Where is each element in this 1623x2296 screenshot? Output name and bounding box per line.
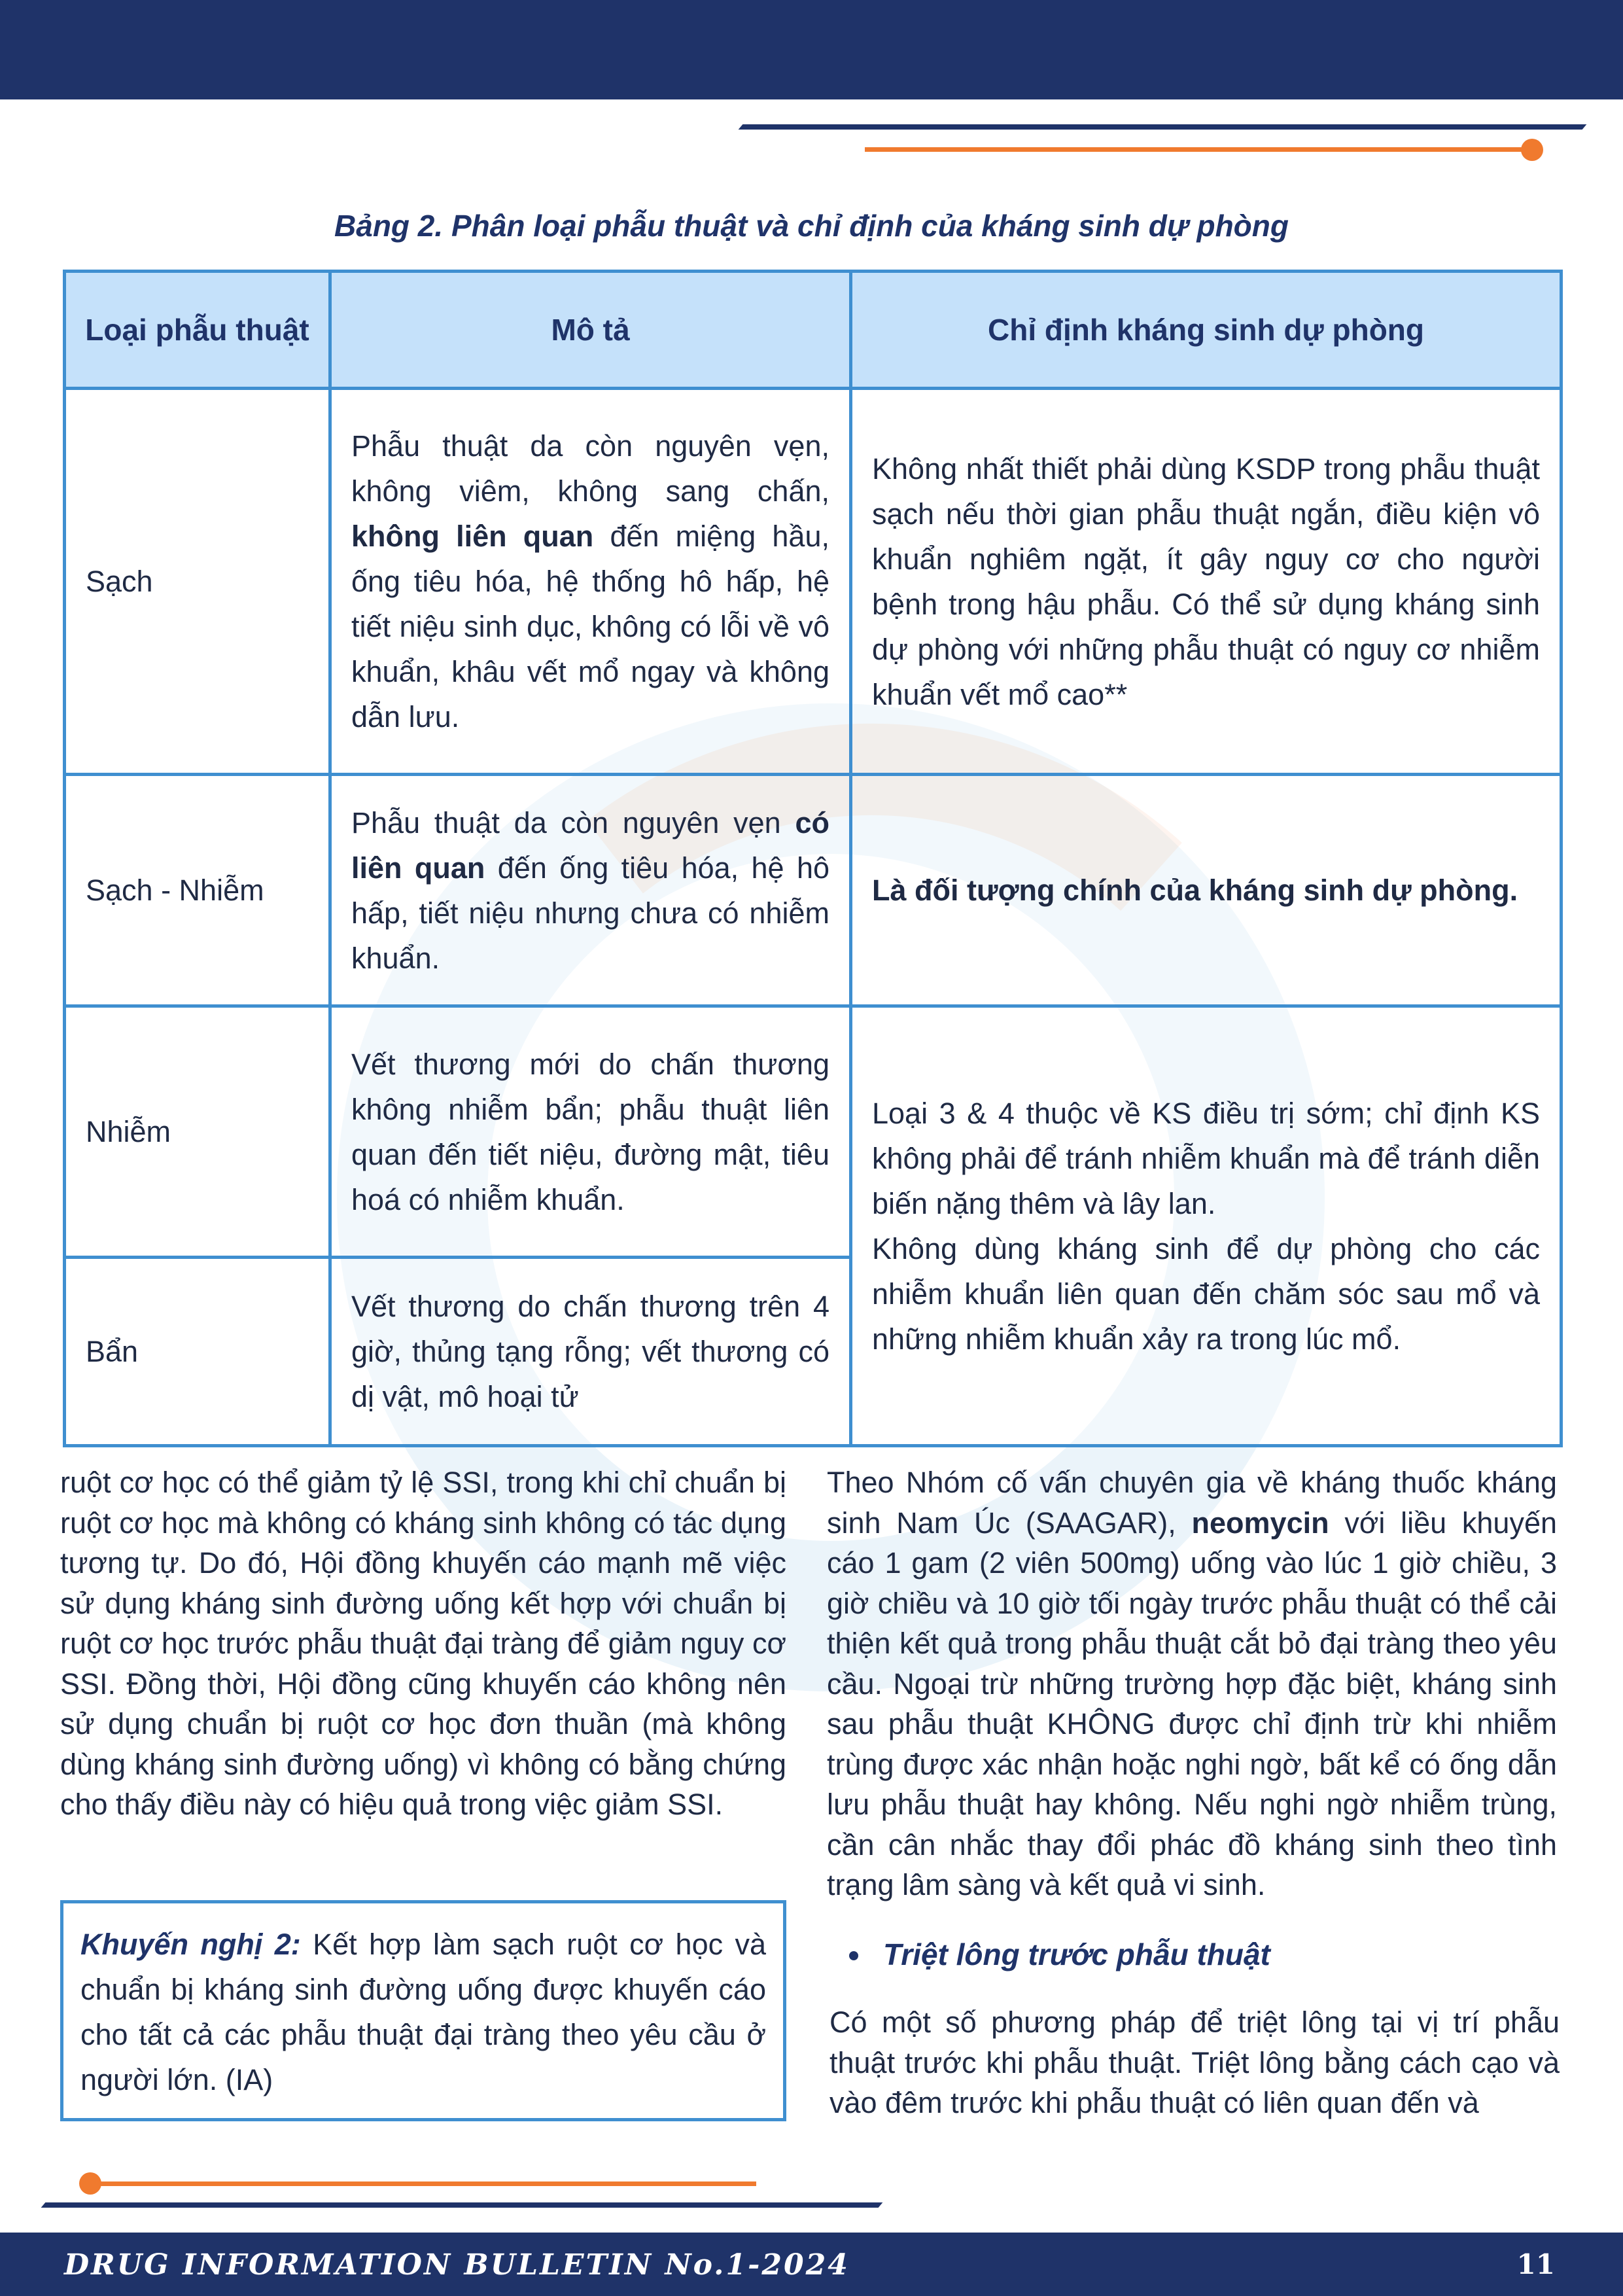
- left-column-text: ruột cơ học có thể giảm tỷ lệ SSI, trong khi chỉ chuẩn bị ruột cơ học mà không có kháng sinh không có tác dụng tương tự. Do đó, Hội đồng khuyến cáo mạnh mẽ việc sử dụng kháng sinh đường uống kết hợp với chuẩn bị ruột cơ học trước phẫu thuật đại tràng để giảm nguy cơ SSI. Đồng thời, Hội đồng cũng khuyến cáo không nên sử dụng chuẩn bị ruột cơ học đơn thuần (mà không dùng kháng sinh đường uống) vì không có bằng chứng cho thấy điều này có hiệu quả trong việc giảm SSI.: [60, 1466, 786, 1821]
- row-indication-shared: [851, 1006, 1562, 1446]
- desc-emphasis: có liên quan: [351, 805, 829, 885]
- footer-orange-rule: [92, 2181, 756, 2186]
- shared-indication-2: Không dùng kháng sinh để dự phòng cho các nhiễm khuẩn liên quan đến chăm sóc sau mổ và những nhiễm khuẩn xảy ra trong lúc mổ.: [872, 1231, 1540, 1356]
- row-indication: Là đối tượng chính của kháng sinh dự phòng.: [851, 775, 1562, 1006]
- footer-navy-rule: [41, 2202, 883, 2208]
- table-row: [65, 775, 1562, 1006]
- desc-emphasis: không liên quan: [351, 520, 594, 553]
- row-type: Nhiễm: [65, 1006, 330, 1258]
- row-type: Sạch - Nhiễm: [65, 775, 330, 1006]
- paragraph-text: với liều khuyến cáo 1 gam (2 viên 500mg) uống vào lúc 1 giờ chiều, 3 giờ chiều và 10 giờ tối ngày trước phẫu thuật có thể cải thiện kết quả trong phẫu thuật cắt bỏ đại tràng theo yêu cầu. Ngoại trừ những trường hợp đặc biệt, kháng sinh sau phẫu thuật KHÔNG được chỉ định trừ khi nhiễm trùng được xác nhận hoặc nghi ngờ, bất kể có ống dẫn lưu phẫu thuật hay không. Nếu nghi ngờ nhiễm trùng, cần cân nhắc thay đổi phác đồ kháng sinh theo tình trạng lâm sàng và kết quả vi sinh.: [827, 1506, 1557, 1901]
- row-description: Vết thương do chấn thương trên 4 giờ, thủng tạng rỗng; vết thương có dị vật, mô hoại tử: [330, 1258, 851, 1446]
- table-caption: Bảng 2. Phân loại phẫu thuật và chỉ định của kháng sinh dự phòng: [334, 209, 1289, 243]
- header-orange-dot: [1521, 139, 1543, 161]
- row-type: Sạch: [65, 389, 330, 775]
- row-type: Bẩn: [65, 1258, 330, 1446]
- table-row: [65, 389, 1562, 775]
- bullet-icon: [849, 1951, 858, 1960]
- paragraph-text: Theo Nhóm cố vấn chuyên gia về kháng thuốc kháng sinh Nam Úc (SAAGAR),: [827, 1466, 1557, 1540]
- row-description: [330, 775, 851, 1006]
- table-header-row: [65, 272, 1562, 389]
- desc-text: đến miệng hầu, ống tiêu hóa, hệ thống hô hấp, hệ tiết niệu sinh dục, không có lỗi về vô khuẩn, khâu vết mổ ngay và không dẫn lưu.: [351, 520, 829, 733]
- recommendation-text: Kết hợp làm sạch ruột cơ học và chuẩn bị kháng sinh đường uống được khuyến cáo cho tất cả các phẫu thuật đại tràng theo yêu cầu ở người lớn. (IA): [80, 1928, 766, 2096]
- desc-text: Phẫu thuật da còn nguyên vẹn, không viêm, không sang chấn,: [351, 429, 829, 508]
- header-navy-rule: [739, 124, 1587, 130]
- page-number: 11: [1516, 2248, 1555, 2280]
- row-description: [330, 389, 851, 775]
- header-band: [0, 0, 1623, 99]
- right-column-text: [827, 1462, 1557, 1905]
- header-surgery-type: Loại phẫu thuật: [65, 272, 330, 389]
- table-row: [65, 1006, 1562, 1258]
- surgery-classification-table: [63, 270, 1563, 1447]
- section-heading: Triệt lông trước phẫu thuật: [883, 1937, 1270, 1971]
- recommendation-box: [60, 1900, 786, 2121]
- right-column-text-2: Có một số phương pháp để triệt lông tại vị trí phẫu thuật trước khi phẫu thuật. Triệt lông bằng cách cạo và vào đêm trước khi phẫu thuật có liên quan đến và: [829, 2005, 1560, 2119]
- row-indication: Không nhất thiết phải dùng KSDP trong phẫu thuật sạch nếu thời gian phẫu thuật ngắn, điều kiện vô khuẩn nghiêm ngặt, ít gây nguy cơ cho người bệnh trong hậu phẫu. Có thể sử dụng kháng sinh dự phòng với những phẫu thuật có nguy cơ nhiễm khuẩn vết mổ cao**: [851, 389, 1562, 775]
- header-description: Mô tả: [330, 272, 851, 389]
- shared-indication-1: Loại 3 & 4 thuộc về KS điều trị sớm; chỉ định KS không phải để tránh nhiễm khuẩn mà để tránh diễn biến nặng thêm và lây lan.: [872, 1096, 1540, 1220]
- desc-text: Phẫu thuật da còn nguyên vẹn: [351, 805, 781, 839]
- recommendation-label: Khuyến nghị 2:: [80, 1928, 301, 1961]
- header-indication: Chỉ định kháng sinh dự phòng: [851, 272, 1562, 389]
- bulletin-title: DRUG INFORMATION BULLETIN No.1-2024: [64, 2248, 850, 2282]
- desc-text: đến ống tiêu hóa, hệ hô hấp, tiết niệu nhưng chưa có nhiễm khuẩn.: [351, 851, 830, 975]
- row-description: Vết thương mới do chấn thương không nhiễm bẩn; phẫu thuật liên quan đến tiết niệu, đường mật, tiêu hoá có nhiễm khuẩn.: [330, 1006, 851, 1258]
- drug-name: neomycin: [1191, 1506, 1329, 1540]
- header-orange-rule: [865, 147, 1527, 152]
